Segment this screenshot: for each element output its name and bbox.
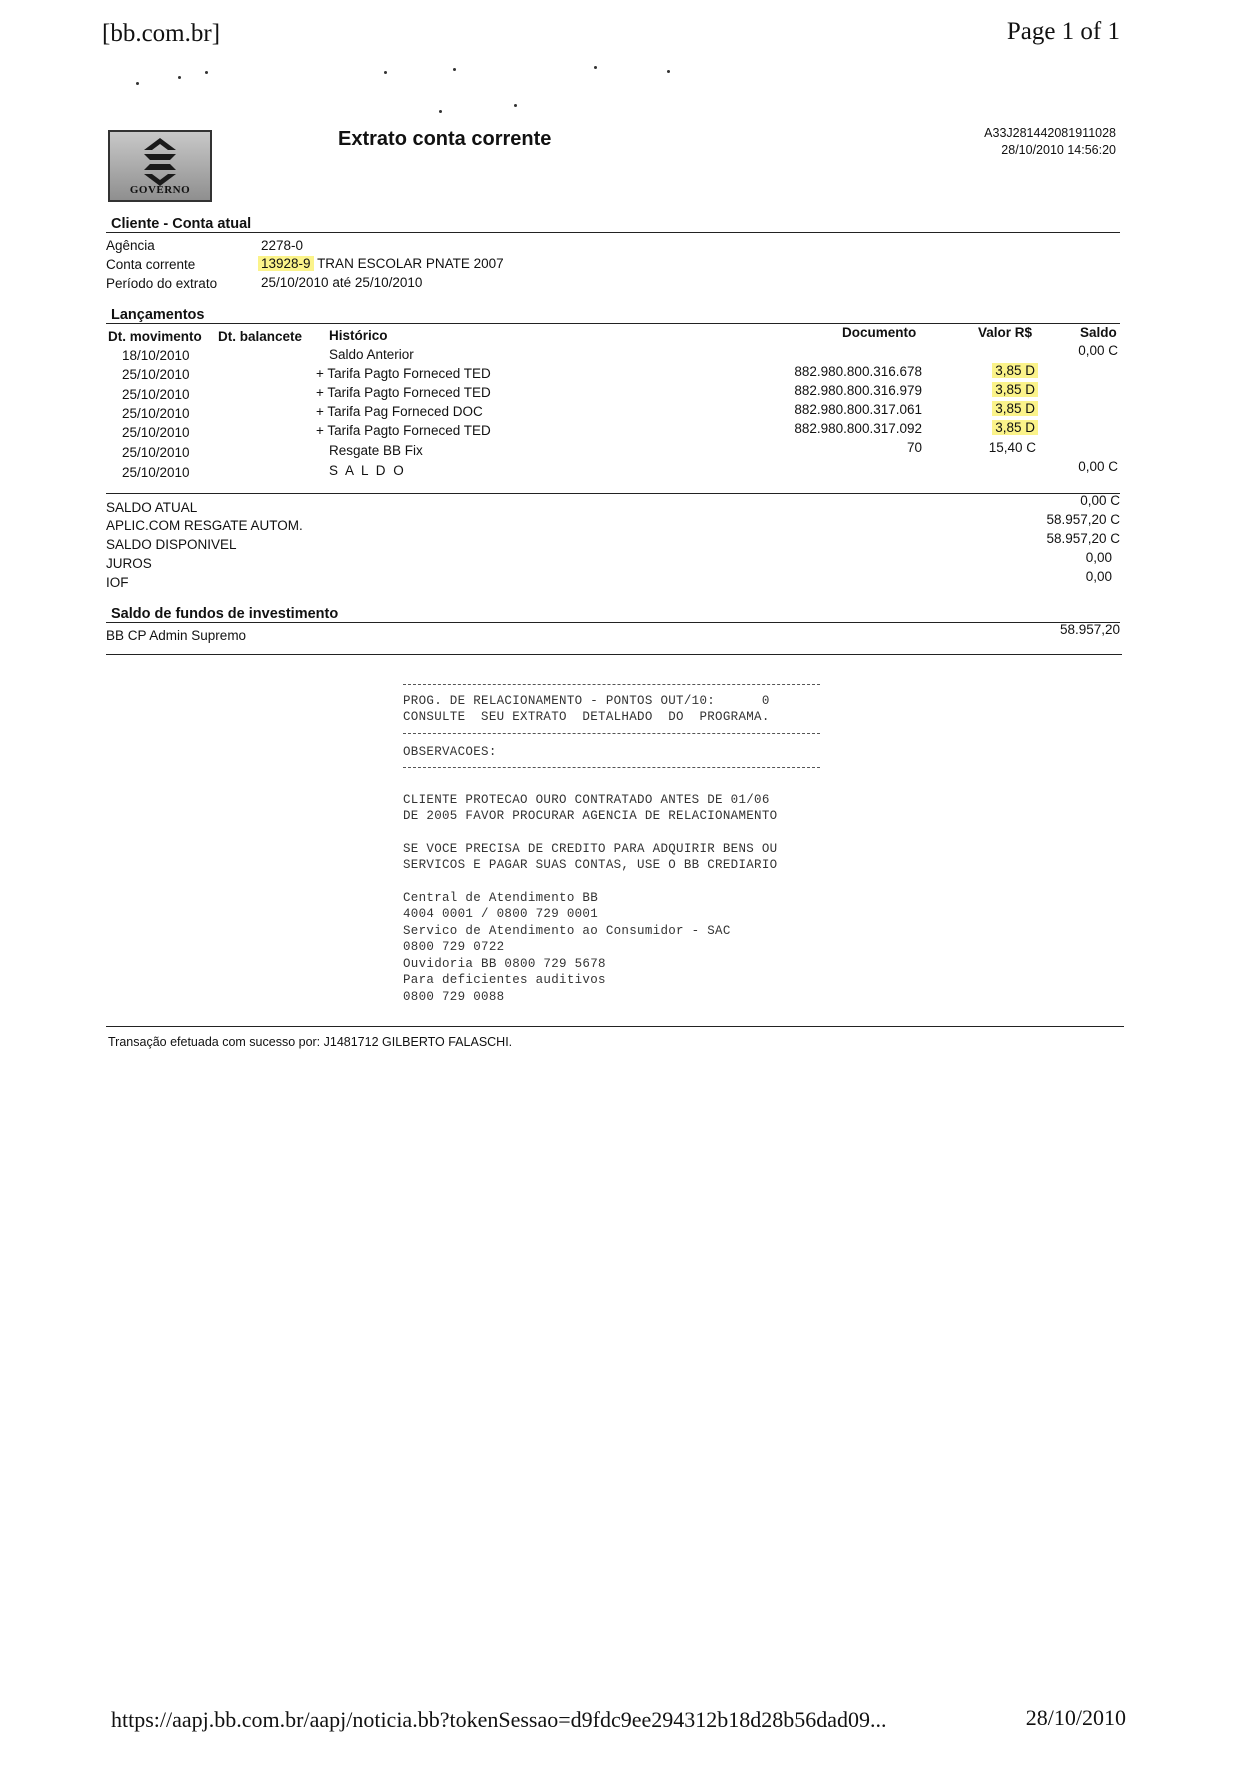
scan-dot [453,68,456,71]
entry-document: 882.980.800.316.678 [794,364,922,379]
entry-date: 25/10/2010 [122,425,190,440]
scan-dot [439,110,442,113]
footer-date: 28/10/2010 [1025,1705,1126,1730]
entry-history: Saldo Anterior [329,347,414,362]
entry-document: 882.980.800.317.092 [794,421,922,436]
divider [106,622,1120,623]
account-label: Conta corrente [106,257,196,272]
entry-date: 18/10/2010 [122,348,190,363]
summary-value: 0,00 [1085,569,1112,584]
summary-label: SALDO DISPONIVEL [106,537,237,552]
entries-section-title: Lançamentos [111,307,205,323]
contact-line: Servico de Atendimento ao Consumidor - SAC [403,924,731,938]
contact-line: 0800 729 0722 [403,940,505,954]
entry-date: 25/10/2010 [122,445,190,460]
dashed-divider [403,733,820,734]
entry-saldo: 0,00 C [1078,459,1118,474]
summary-value: 58.957,20 C [1046,512,1120,527]
scan-dot [514,104,517,107]
col-document: Documento [842,325,917,340]
divider [106,232,1120,233]
divider [106,493,1120,494]
account-name: TRAN ESCOLAR PNATE 2007 [317,256,504,271]
note-message: DE 2005 FAVOR PROCURAR AGENCIA DE RELACIONAMENTO [403,809,778,823]
scan-dot [136,82,139,85]
observations-label: OBSERVACOES: [403,745,497,759]
dashed-divider [403,767,820,768]
col-value: Valor R$ [978,325,1033,340]
account-value [258,256,504,271]
entry-history: + Tarifa Pag Forneced DOC [316,404,483,419]
summary-label: JUROS [106,556,152,571]
note-message: SERVICOS E PAGAR SUAS CONTAS, USE O BB CREDIARIO [403,858,778,872]
entry-history: S A L D O [329,463,406,478]
entry-date: 25/10/2010 [122,465,190,480]
summary-value: 0,00 C [1080,493,1120,508]
period-value: 25/10/2010 até 25/10/2010 [261,275,423,290]
entry-date: 25/10/2010 [122,406,190,421]
col-saldo: Saldo [1080,325,1117,340]
bank-logo [108,130,212,202]
col-history: Histórico [329,328,388,343]
transaction-note: Transação efetuada com sucesso por: J1481712 GILBERTO FALASCHI. [108,1035,513,1049]
scan-dot [178,76,181,79]
summary-value: 58.957,20 C [1046,531,1120,546]
divider [106,1026,1124,1027]
entry-date: 25/10/2010 [122,367,190,382]
summary-label: APLIC.COM RESGATE AUTOM. [106,518,303,533]
summary-label: IOF [106,575,129,590]
scan-dot [384,71,387,74]
summary-label: SALDO ATUAL [106,500,198,515]
page-indicator: Page 1 of 1 [1006,18,1120,45]
site-label: [bb.com.br] [102,20,221,47]
contact-line: 0800 729 0088 [403,990,505,1004]
summary-value: 0,00 [1085,550,1112,565]
contact-line: Central de Atendimento BB [403,891,599,905]
col-movement: Dt. movimento [108,329,202,344]
note-message: CLIENTE PROTECAO OURO CONTRATADO ANTES DE 01/06 [403,793,770,807]
contact-line: Para deficientes auditivos [403,973,606,987]
note-message: SE VOCE PRECISA DE CREDITO PARA ADQUIRIR BENS OU [403,842,778,856]
fund-value: 58.957,20 [1059,622,1120,637]
entry-value: 3,85 D [938,401,1038,416]
entry-history: + Tarifa Pagto Forneced TED [316,366,491,381]
page-title: Extrato conta corrente [338,128,552,150]
divider [106,323,1120,324]
contact-line: Ouvidoria BB 0800 729 5678 [403,957,606,971]
program-line: CONSULTE SEU EXTRATO DETALHADO DO PROGRAMA. [403,710,770,724]
scan-dot [205,71,208,74]
document-code: A33J281442081911028 [984,126,1116,140]
dashed-divider [403,684,820,685]
scan-dot [667,70,670,73]
period-label: Período do extrato [106,276,218,291]
entry-history: Resgate BB Fix [329,443,423,458]
entry-saldo: 0,00 C [1078,343,1118,358]
fund-name: BB CP Admin Supremo [106,628,247,643]
entry-value: 3,85 D [938,363,1038,378]
entry-value: 15,40 C [988,440,1036,455]
document-datetime: 28/10/2010 14:56:20 [1001,143,1116,157]
funds-section-title: Saldo de fundos de investimento [111,606,339,622]
divider [106,654,1122,655]
entry-value: 3,85 D [938,420,1038,435]
footer-url: https://aapj.bb.com.br/aapj/noticia.bb?tokenSessao=d9fdc9ee294312b18d28b56dad09... [111,1707,887,1732]
entry-history: + Tarifa Pagto Forneced TED [316,423,491,438]
account-number: 13928-9 [258,256,314,271]
entry-document: 70 [906,440,922,455]
scan-dot [594,66,597,69]
entry-history: + Tarifa Pagto Forneced TED [316,385,491,400]
entry-value: 3,85 D [938,382,1038,397]
entry-document: 882.980.800.317.061 [794,402,922,417]
entry-document: 882.980.800.316.979 [794,383,922,398]
entry-date: 25/10/2010 [122,387,190,402]
client-section-title: Cliente - Conta atual [111,216,252,232]
agency-label: Agência [106,238,155,253]
contact-line: 4004 0001 / 0800 729 0001 [403,907,599,921]
col-balance-date: Dt. balancete [218,329,303,344]
agency-value: 2278-0 [261,238,304,253]
logo-text: GOVERNO [129,184,191,196]
program-line: PROG. DE RELACIONAMENTO - PONTOS OUT/10: 0 [403,694,770,708]
